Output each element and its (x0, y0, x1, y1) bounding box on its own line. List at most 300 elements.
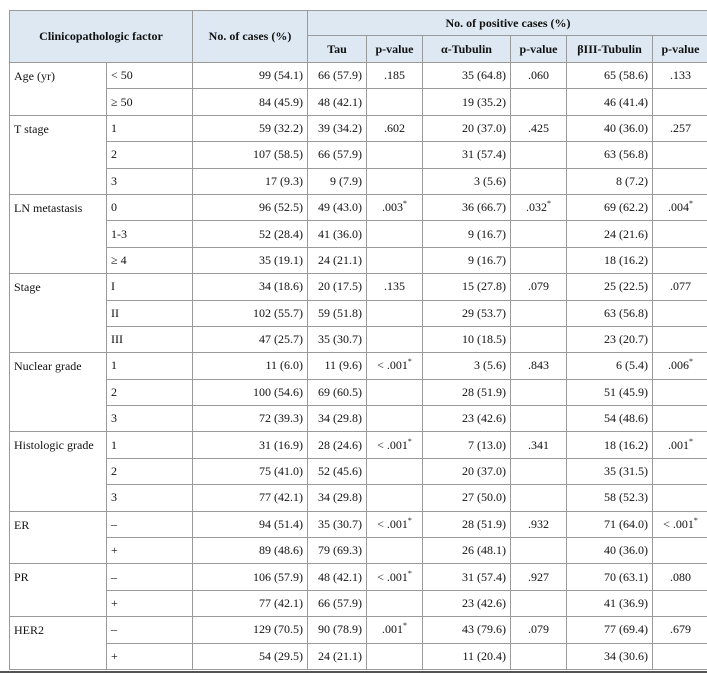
alpha-pvalue-cell-text: .060 (528, 68, 549, 83)
cases-cell-text: 47 (25.7) (259, 332, 303, 347)
table-row (10, 63, 707, 89)
table-row (10, 247, 707, 273)
tau-cell (308, 300, 367, 326)
cases-cell-text: 34 (18.6) (259, 279, 303, 294)
beta-cell (567, 485, 653, 511)
tau-pvalue-cell-text: < .001 (377, 569, 408, 584)
alpha-pvalue-cell (511, 300, 567, 326)
level-cell-text: + (111, 596, 118, 610)
level-cell-text: 3 (111, 411, 117, 426)
alpha-pvalue-cell (511, 115, 567, 141)
tau-pvalue-cell-text: .001 (382, 622, 403, 637)
beta-pvalue-cell (653, 274, 707, 300)
alpha-cell-text: 7 (13.0) (468, 437, 506, 452)
beta-cell (567, 89, 653, 115)
factor-cell-text: T stage (14, 121, 49, 136)
tau-cell (308, 617, 367, 643)
alpha-cell-text: 31 (57.4) (462, 569, 506, 584)
alpha-pvalue-cell-text: .079 (528, 622, 549, 637)
cases-cell (193, 617, 308, 643)
beta-cell-text: 35 (31.5) (604, 464, 648, 479)
tau-pvalue-cell (367, 142, 423, 168)
factor-cell-text: PR (14, 570, 29, 585)
alpha-cell (423, 63, 511, 89)
alpha-pvalue-cell (511, 274, 567, 300)
table-row (10, 115, 707, 141)
alpha-pvalue-cell (511, 326, 567, 352)
level-cell (107, 379, 193, 405)
tau-cell (308, 511, 367, 537)
tau-pvalue-cell (367, 406, 423, 432)
level-cell (107, 89, 193, 115)
factor-cell (10, 564, 107, 617)
tau-cell-text: 11 (9.6) (324, 358, 362, 373)
beta-cell (567, 379, 653, 405)
table-row (10, 142, 707, 168)
beta-pvalue-cell (653, 142, 707, 168)
tau-cell (308, 274, 367, 300)
beta-pvalue-cell (653, 590, 707, 616)
level-cell (107, 274, 193, 300)
cases-cell-text: 99 (54.1) (259, 68, 303, 83)
level-cell-text: 1 (111, 358, 117, 373)
cases-cell (193, 247, 308, 273)
beta-pvalue-cell-text: .006 (668, 358, 689, 373)
beta-cell-text: 63 (56.8) (604, 305, 648, 320)
beta-pvalue-cell (653, 300, 707, 326)
level-cell-text: 1 (111, 437, 117, 452)
tau-cell (308, 142, 367, 168)
cases-cell-text: 52 (28.4) (259, 226, 303, 241)
tau-cell-text: 20 (17.5) (318, 279, 362, 294)
tau-pvalue-cell-text: .185 (384, 68, 405, 83)
tau-cell (308, 115, 367, 141)
beta-pvalue-cell-text: < .001 (663, 516, 694, 531)
beta-cell (567, 247, 653, 273)
alpha-pvalue-cell (511, 564, 567, 590)
cases-cell (193, 564, 308, 590)
tau-cell (308, 406, 367, 432)
tau-cell-text: 35 (30.7) (318, 332, 362, 347)
level-cell (107, 617, 193, 643)
alpha-pvalue-cell (511, 432, 567, 458)
beta-cell (567, 300, 653, 326)
alpha-pvalue-cell-text: .032 (526, 200, 547, 215)
level-cell (107, 353, 193, 379)
tau-cell (308, 63, 367, 89)
beta-pvalue-cell (653, 538, 707, 564)
alpha-pvalue-cell-text: .425 (528, 120, 549, 135)
cases-cell (193, 300, 308, 326)
tau-cell (308, 353, 367, 379)
significance-mark: * (403, 621, 407, 631)
cases-cell-text: 100 (54.6) (253, 384, 303, 399)
cases-cell (193, 194, 308, 220)
alpha-pvalue-cell (511, 89, 567, 115)
beta-cell (567, 564, 653, 590)
factor-cell-text: Age (yr) (14, 69, 55, 83)
tau-pvalue-cell (367, 538, 423, 564)
level-cell (107, 485, 193, 511)
level-cell-text: I (111, 279, 115, 294)
beta-cell (567, 115, 653, 141)
tau-cell-text: 41 (36.0) (318, 226, 362, 241)
alpha-pvalue-cell-text: .843 (528, 358, 549, 373)
cases-cell (193, 63, 308, 89)
table-row (10, 538, 707, 564)
level-cell (107, 511, 193, 537)
level-cell (107, 458, 193, 484)
cases-cell (193, 511, 308, 537)
tau-pvalue-cell (367, 194, 423, 220)
beta-pvalue-cell (653, 564, 707, 590)
header-beta-pvalue: p-value (653, 36, 707, 63)
cases-cell-text: 31 (16.9) (259, 437, 303, 452)
tau-cell (308, 194, 367, 220)
table-row (10, 194, 707, 220)
alpha-pvalue-cell (511, 485, 567, 511)
beta-cell-text: 63 (56.8) (604, 147, 648, 162)
header-beta-tubulin: βIII-Tubulin (567, 36, 653, 63)
alpha-cell (423, 115, 511, 141)
level-cell (107, 326, 193, 352)
beta-cell-text: 25 (22.5) (604, 279, 648, 294)
table-row (10, 300, 707, 326)
level-cell (107, 142, 193, 168)
level-cell (107, 590, 193, 616)
beta-cell-text: 41 (36.9) (604, 596, 648, 610)
beta-cell (567, 63, 653, 89)
alpha-pvalue-cell (511, 406, 567, 432)
beta-cell (567, 326, 653, 352)
cases-cell (193, 379, 308, 405)
alpha-pvalue-cell (511, 247, 567, 273)
alpha-cell-text: 11 (20.4) (462, 648, 506, 663)
beta-cell-text: 24 (21.6) (604, 226, 648, 241)
header-cases: No. of cases (%) (193, 11, 308, 63)
beta-pvalue-cell-text: .257 (670, 120, 691, 135)
level-cell-text: 1 (111, 120, 117, 135)
significance-mark: * (689, 357, 693, 367)
alpha-pvalue-cell (511, 379, 567, 405)
level-cell (107, 538, 193, 564)
alpha-cell-text: 27 (50.0) (462, 490, 506, 505)
beta-cell-text: 69 (62.2) (604, 200, 648, 215)
table-row (10, 458, 707, 484)
cases-cell (193, 458, 308, 484)
tau-pvalue-cell-text: < .001 (377, 358, 408, 373)
cases-cell-text: 77 (42.1) (259, 490, 303, 505)
tau-cell-text: 49 (43.0) (318, 200, 362, 215)
level-cell-text: 0 (111, 200, 117, 215)
tau-pvalue-cell (367, 274, 423, 300)
cases-cell-text: 89 (48.6) (259, 543, 303, 558)
cases-cell (193, 274, 308, 300)
tau-pvalue-cell (367, 485, 423, 511)
factor-cell (10, 115, 107, 194)
header-alpha-tubulin: α-Tubulin (423, 36, 511, 63)
level-cell-text: 3 (111, 490, 117, 505)
tau-cell (308, 485, 367, 511)
tau-cell (308, 221, 367, 247)
table-row (10, 326, 707, 352)
cases-cell-text: 11 (6.0) (265, 358, 303, 373)
beta-cell-text: 23 (20.7) (604, 332, 648, 347)
beta-cell-text: 71 (64.0) (604, 516, 648, 531)
beta-pvalue-cell (653, 115, 707, 141)
table-row (10, 274, 707, 300)
cases-cell-text: 106 (57.9) (253, 569, 303, 584)
alpha-pvalue-cell-text: .341 (528, 437, 549, 452)
beta-cell (567, 617, 653, 643)
beta-cell (567, 194, 653, 220)
table-row (10, 590, 707, 616)
alpha-cell-text: 15 (27.8) (462, 279, 506, 294)
beta-pvalue-cell-text: .004 (668, 200, 689, 215)
alpha-cell (423, 142, 511, 168)
beta-cell (567, 406, 653, 432)
alpha-cell (423, 168, 511, 194)
cases-cell-text: 77 (42.1) (259, 596, 303, 610)
beta-pvalue-cell-text: .679 (670, 622, 691, 637)
level-cell-text: III (111, 332, 123, 347)
beta-pvalue-cell (653, 194, 707, 220)
tau-pvalue-cell (367, 564, 423, 590)
beta-cell-text: 34 (30.6) (604, 648, 648, 663)
alpha-cell (423, 379, 511, 405)
cases-cell (193, 89, 308, 115)
tau-cell-text: 9 (7.9) (330, 173, 362, 188)
tau-cell-text: 52 (45.6) (318, 464, 362, 479)
alpha-pvalue-cell (511, 590, 567, 616)
factor-cell (10, 432, 107, 511)
beta-pvalue-cell (653, 221, 707, 247)
alpha-cell (423, 274, 511, 300)
factor-cell-text: Stage (14, 280, 41, 295)
cases-cell-text: 96 (52.5) (259, 200, 303, 215)
tau-pvalue-cell (367, 617, 423, 643)
alpha-cell (423, 221, 511, 247)
tau-cell (308, 168, 367, 194)
alpha-pvalue-cell (511, 194, 567, 220)
tau-pvalue-cell (367, 300, 423, 326)
level-cell (107, 432, 193, 458)
level-cell (107, 194, 193, 220)
alpha-cell (423, 353, 511, 379)
alpha-cell (423, 300, 511, 326)
alpha-cell-text: 9 (16.7) (468, 226, 506, 241)
tau-pvalue-cell (367, 168, 423, 194)
cases-cell (193, 432, 308, 458)
beta-cell-text: 65 (58.6) (604, 68, 648, 83)
cases-cell (193, 326, 308, 352)
tau-cell-text: 34 (29.8) (318, 490, 362, 505)
beta-cell (567, 643, 653, 669)
beta-pvalue-cell (653, 485, 707, 511)
tau-pvalue-cell (367, 221, 423, 247)
beta-cell-text: 46 (41.4) (604, 94, 648, 109)
factor-cell-text: LN metastasis (14, 200, 83, 215)
tau-cell-text: 48 (42.1) (318, 94, 362, 109)
level-cell (107, 406, 193, 432)
alpha-cell (423, 326, 511, 352)
beta-cell-text: 18 (16.2) (604, 252, 648, 267)
factor-cell (10, 63, 107, 116)
significance-mark: * (689, 436, 693, 446)
level-cell-text: – (111, 516, 117, 531)
tau-cell-text: 66 (57.9) (318, 147, 362, 162)
beta-cell (567, 590, 653, 616)
alpha-cell (423, 511, 511, 537)
tau-cell-text: 48 (42.1) (318, 569, 362, 584)
alpha-cell-text: 10 (18.5) (462, 332, 506, 347)
level-cell (107, 221, 193, 247)
table-row (10, 379, 707, 405)
alpha-cell (423, 247, 511, 273)
alpha-cell-text: 3 (5.6) (474, 173, 506, 188)
significance-mark: * (407, 357, 412, 367)
tau-cell (308, 538, 367, 564)
level-cell (107, 300, 193, 326)
level-cell-text: – (111, 569, 117, 584)
factor-cell-text: Histologic grade (14, 438, 94, 453)
cases-cell-text: 102 (55.7) (253, 305, 303, 320)
level-cell-text: II (111, 305, 119, 320)
tau-cell-text: 69 (60.5) (318, 384, 362, 399)
tau-cell (308, 247, 367, 273)
alpha-cell-text: 31 (57.4) (462, 147, 506, 162)
table-row (10, 89, 707, 115)
cases-cell (193, 485, 308, 511)
level-cell (107, 115, 193, 141)
alpha-pvalue-cell (511, 617, 567, 643)
tau-pvalue-cell (367, 353, 423, 379)
cases-cell (193, 353, 308, 379)
beta-cell-text: 40 (36.0) (604, 543, 648, 558)
cases-cell (193, 538, 308, 564)
table-row (10, 353, 707, 379)
cases-cell-text: 35 (19.1) (259, 252, 303, 267)
cases-cell (193, 168, 308, 194)
significance-mark: * (689, 199, 693, 209)
tau-cell-text: 24 (21.1) (318, 648, 362, 663)
beta-pvalue-cell (653, 511, 707, 537)
significance-mark: * (547, 199, 551, 209)
tau-cell (308, 432, 367, 458)
alpha-cell (423, 406, 511, 432)
significance-mark: * (407, 515, 412, 525)
tau-cell (308, 643, 367, 669)
cases-cell (193, 406, 308, 432)
alpha-cell-text: 20 (37.0) (462, 120, 506, 135)
alpha-pvalue-cell (511, 511, 567, 537)
level-cell-text: + (111, 543, 118, 558)
tau-pvalue-cell (367, 247, 423, 273)
tau-cell-text: 59 (51.8) (318, 305, 362, 320)
level-cell (107, 247, 193, 273)
level-cell-text: + (111, 648, 118, 663)
cases-cell (193, 221, 308, 247)
beta-cell (567, 142, 653, 168)
beta-pvalue-cell (653, 326, 707, 352)
alpha-pvalue-cell (511, 538, 567, 564)
beta-cell (567, 353, 653, 379)
beta-pvalue-cell (653, 617, 707, 643)
results-table (9, 10, 707, 670)
beta-cell (567, 432, 653, 458)
tau-pvalue-cell-text: < .001 (377, 516, 408, 531)
tau-pvalue-cell-text: .602 (384, 120, 405, 135)
factor-cell-text: HER2 (14, 623, 44, 638)
alpha-cell-text: 36 (66.7) (462, 200, 506, 215)
tau-cell (308, 458, 367, 484)
beta-pvalue-cell (653, 432, 707, 458)
beta-cell (567, 274, 653, 300)
alpha-pvalue-cell (511, 458, 567, 484)
cases-cell-text: 129 (70.5) (253, 622, 303, 637)
cases-cell-text: 75 (41.0) (259, 464, 303, 479)
beta-cell (567, 168, 653, 194)
alpha-cell (423, 458, 511, 484)
alpha-cell-text: 35 (64.8) (462, 68, 506, 83)
level-cell-text: 3 (111, 173, 117, 188)
beta-cell-text: 8 (7.2) (616, 173, 648, 188)
tau-pvalue-cell (367, 432, 423, 458)
beta-cell-text: 6 (5.4) (616, 358, 648, 373)
beta-pvalue-cell (653, 406, 707, 432)
cases-cell-text: 72 (39.3) (259, 411, 303, 426)
factor-cell (10, 194, 107, 273)
alpha-cell (423, 590, 511, 616)
beta-cell-text: 51 (45.9) (604, 384, 648, 399)
table-row (10, 643, 707, 669)
beta-pvalue-cell-text: .077 (670, 279, 691, 294)
alpha-pvalue-cell (511, 353, 567, 379)
tau-cell-text: 34 (29.8) (318, 411, 362, 426)
tau-cell-text: 66 (57.9) (318, 68, 362, 83)
cases-cell (193, 590, 308, 616)
beta-pvalue-cell (653, 63, 707, 89)
table-body (10, 63, 707, 670)
header-tau-pvalue: p-value (367, 36, 423, 63)
tau-pvalue-cell (367, 326, 423, 352)
tau-pvalue-cell-text: .003 (382, 200, 403, 215)
level-cell-text: 1-3 (111, 226, 127, 241)
cases-cell-text: 59 (32.2) (259, 120, 303, 135)
beta-cell (567, 458, 653, 484)
level-cell-text: ≥ 4 (111, 252, 127, 267)
tau-pvalue-cell (367, 511, 423, 537)
tau-pvalue-cell (367, 458, 423, 484)
beta-cell-text: 77 (69.4) (604, 622, 648, 637)
cases-cell-text: 107 (58.5) (253, 147, 303, 162)
alpha-cell-text: 43 (79.6) (462, 622, 506, 637)
header-tau: Tau (308, 36, 367, 63)
beta-pvalue-cell-text: .133 (670, 68, 691, 83)
tau-cell (308, 590, 367, 616)
beta-cell (567, 221, 653, 247)
beta-cell-text: 18 (16.2) (604, 437, 648, 452)
tau-cell (308, 89, 367, 115)
significance-mark: * (407, 436, 412, 446)
cases-cell-text: 94 (51.4) (259, 516, 303, 531)
header-alpha-pvalue: p-value (511, 36, 567, 63)
beta-cell (567, 538, 653, 564)
beta-pvalue-cell (653, 168, 707, 194)
table-row (10, 168, 707, 194)
alpha-cell-text: 23 (42.6) (462, 411, 506, 426)
alpha-cell-text: 3 (5.6) (474, 358, 506, 373)
